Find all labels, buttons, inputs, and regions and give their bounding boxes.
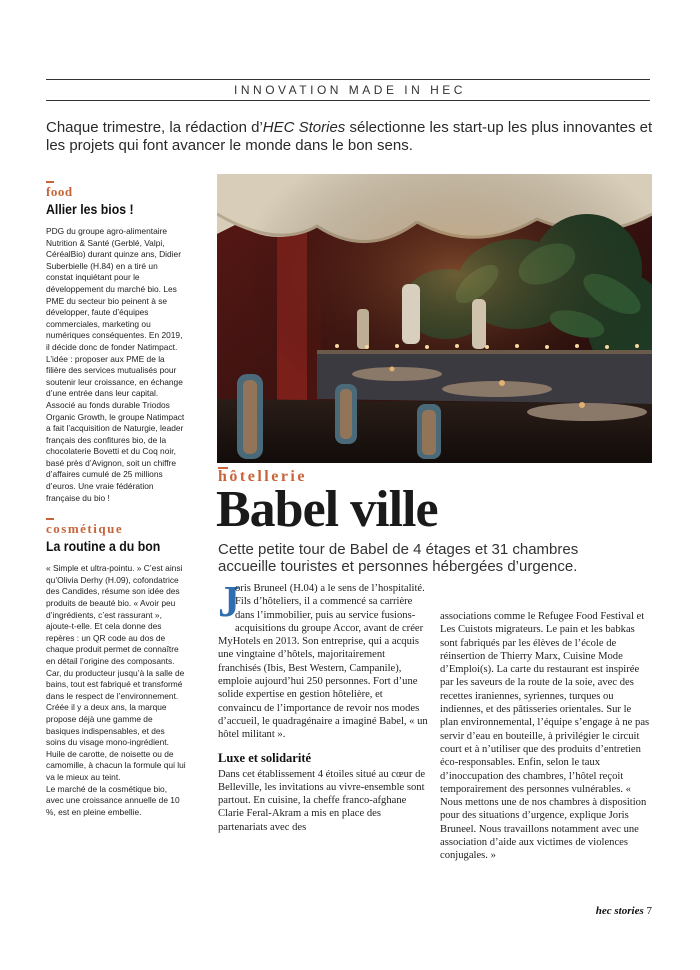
article-paragraph-1: J oris Bruneel (H.04) a le sens de l’hospitalité. Fils d’hôteliers, il a commencé sa carrière dans l’immobilier, puis au service fusions-acquisitions du groupe Accor, avant de créer MyHotels en 2013. Son entreprise, qui a acquis une vingtaine d’hôtels, majoritairement franchisés (Ibis, Best Western, Campanile), emploie aujourd’hui 250 personnes. Fort d’une solide expertise en gestion hôtelière, et convaincu de l’importance de revoir nos modes d’accueil, le quadragénaire a imaginé Babel, « un hôtel militant ». [218, 577, 428, 741]
header-rule-bottom [46, 100, 650, 101]
cosmetique-article [46, 518, 186, 818]
article-paragraph-3: associations comme le Refugee Food Festival et Les Cuistots migrateurs. Le pain et les babkas sont fabriqués par les élèves de l’école de réinsertion de Thierry Marx, Cuisine Mode d’Emploi(s). La carte du restaurant est inspirée par les saveurs de la route de la soie, avec des recettes iraniennes, syriennes, turques ou indiennes, et des pâtisseries orientales. Sur le plan environnemental, l’équipe s’engage à ne pas servir d’eau en bouteille, à privilégier le circuit court et à n’utiliser que des produits d’entretien éco-responsables. Enfin, selon le taux d’inoccupation des chambres, l’hôtel reçoit temporairement des personnes vulnérables. « Nous mettons une de nos chambres à disposition pour des situations d’urgence, explique Joris Bruneel. Nous travaillons notamment avec une association d’aide aux victimes de violences conjugales. » [440, 611, 650, 862]
cosmetique-category: cosmétique [46, 521, 124, 537]
article-column-1 [218, 577, 428, 834]
drop-cap: J [218, 577, 240, 626]
restaurant-photo [217, 174, 652, 463]
main-subtitle: Cette petite tour de Babel de 4 étages et 31 chambres accueille touristes et personnes hébergées d’urgence. [218, 541, 579, 575]
article-paragraph-2: Dans cet établissement 4 étoiles situé au cœur de Belleville, les invitations au vivre-ensemble sont partout. En cuisine, la cheffe franco-afghane Clarie Feral-Akram a mis en place des partenariats avec des [218, 768, 426, 833]
section-title: INNOVATION MADE IN HEC [0, 80, 700, 100]
article-column-2 [440, 610, 650, 863]
hotellerie-category: hôtellerie [218, 468, 307, 485]
page-footer [596, 905, 652, 917]
magazine-name: HEC Stories [262, 119, 346, 136]
category-rule [46, 181, 54, 183]
page-number: 7 [646, 905, 652, 917]
left-column [46, 181, 186, 818]
food-category: food [46, 184, 73, 199]
main-headline: Babel ville [216, 481, 438, 538]
cosmetique-body: « Simple et ultra-pointu. » C’est ainsi qu’Olivia Derhy (H.09), cofondatrice des Candides, résume son idée des produits de beauté bio. « Avoir peu d’ingrédients, c’est rassurant », ajoute-t-elle. Et cela donne des repères : un QR code au dos de chaque produit permet de connaître en détail l’origine des composants. Car, du producteur jusqu’à la salle de bains, tout est fabriqué et transformé dans le respect de l’environnement. Créée il y a deux ans, la marque propose déjà une gamme de basiques indispensables, et des soins du visage mono-ingrédient. Huile de carotte, de noisette ou de camomille, à chacun la formule qui lui va le mieux au teint. [46, 563, 186, 782]
intro-paragraph: Chaque trimestre, la rédaction d’HEC Stories sélectionne les start-up les plus innovantes et les projets qui font avancer le monde dans le bon sens. [46, 119, 653, 154]
cosmetique-headline: La routine a du bon [46, 538, 161, 555]
food-headline: Allier les bios ! [46, 201, 134, 217]
cosmetique-body-end: Le marché de la cosmétique bio, avec une croissance annuelle de 10 %, est en pleine embellie. [46, 783, 180, 817]
footer-brand: hec stories [595, 905, 644, 917]
restaurant-photo-illustration [217, 174, 652, 463]
article-subhead: Luxe et solidarité [218, 750, 312, 765]
category-rule [46, 518, 54, 520]
food-article [46, 181, 186, 504]
food-body: PDG du groupe agro-alimentaire Nutrition & Santé (Gerblé, Valpi, CéréalBio) durant quinze ans, Didier Suberbielle (H.84) en a tiré un constat inquiétant pour le développement du marché bio. Les PME du secteur bio peinent à se développer, faute d’équipes commerciales, marketing ou numériques conséquentes. En 2019, il décide donc de fonder Natimpact. L’idée : proposer aux PME de la filière des services mutualisés pour soutenir leur croissance, en échange d’une entrée dans leur capital. Associé au fonds durable Triodos Organic Growth, le groupe Natimpact a fait l’acquisition de Naturgie, leader français des confitures bio, de la chocolaterie Bovetti et du Coq noir, basé près d’Avignon, soit un chiffre d’affaires cumulé de 25 millions d’euros. Une vraie fédération française du bio ! [46, 226, 185, 503]
